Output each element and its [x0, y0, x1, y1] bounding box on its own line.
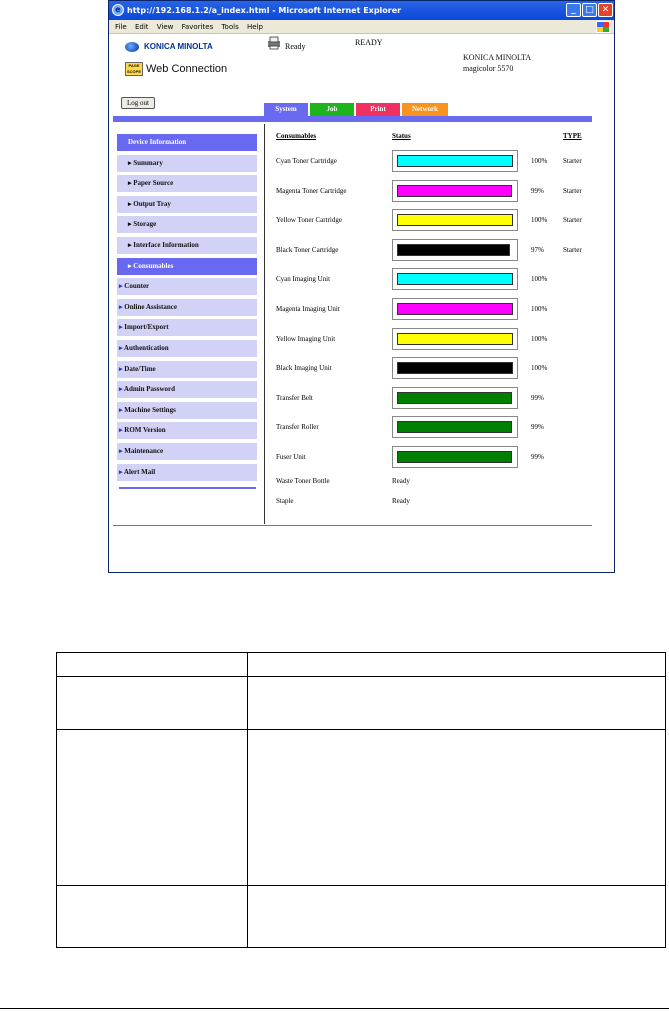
- sidebar-item-interface-information[interactable]: [117, 237, 257, 254]
- consumable-name: Black Toner Cartridge: [276, 245, 339, 254]
- col-type: TYPE: [563, 132, 582, 140]
- arrow-icon: ▸: [119, 385, 124, 394]
- sidebar-item-consumables[interactable]: [117, 258, 257, 275]
- level-percent: 99%: [531, 453, 544, 461]
- arrow-icon: ▸: [119, 446, 125, 455]
- level-bar: [397, 155, 513, 167]
- arrow-icon: ▸: [128, 261, 134, 270]
- arrow-icon: ▸: [128, 158, 134, 167]
- menu-view[interactable]: View: [156, 23, 174, 31]
- consumable-type: Starter: [563, 245, 582, 254]
- arrow-icon: ▸: [119, 426, 125, 435]
- pagescope-logo: [125, 62, 227, 76]
- consumable-type: Starter: [563, 216, 582, 225]
- minimize-button[interactable]: _: [566, 3, 581, 17]
- sidebar-item-label: Online Assistance: [124, 302, 177, 311]
- consumable-name: Cyan Toner Cartridge: [276, 157, 337, 165]
- consumable-row: [276, 148, 596, 174]
- consumable-row: [276, 207, 596, 233]
- level-bar: [397, 273, 513, 285]
- consumable-status: Ready: [392, 497, 410, 505]
- sidebar-section-device-information[interactable]: [117, 134, 257, 151]
- consumable-name: Transfer Roller: [276, 423, 319, 432]
- arrow-icon: ▸: [119, 405, 125, 414]
- table-rule: [57, 676, 665, 677]
- arrow-icon: ▸: [119, 343, 124, 352]
- level-percent: 99%: [531, 393, 544, 402]
- sidebar-item-authentication[interactable]: [117, 340, 257, 357]
- content-divider: [264, 124, 265, 524]
- arrow-icon: ▸: [128, 220, 134, 229]
- level-percent: 100%: [531, 157, 548, 165]
- pagescope-mark: PAGE SCOPE: [126, 63, 141, 74]
- level-gauge: [392, 357, 518, 379]
- sidebar-item-machine-settings[interactable]: [117, 402, 257, 419]
- consumable-type: Starter: [563, 186, 582, 195]
- level-gauge: [392, 239, 518, 261]
- globe-icon: [125, 42, 139, 52]
- tab-print[interactable]: Print: [356, 103, 400, 116]
- arrow-icon: ▸: [128, 240, 134, 249]
- level-gauge: [392, 209, 518, 231]
- status-icon-label: Ready: [285, 42, 306, 51]
- consumable-name: Waste Toner Bottle: [276, 477, 330, 485]
- web-connection-label: Web Connection: [146, 62, 228, 75]
- sidebar-item-storage[interactable]: [117, 216, 257, 233]
- menu-edit[interactable]: Edit: [134, 23, 149, 31]
- table-rule: [57, 885, 665, 886]
- level-percent: 100%: [531, 364, 548, 373]
- window-title: http://192.168.1.2/a_index.html - Microsoft Internet Explorer: [127, 6, 402, 15]
- menu-favorites[interactable]: Favorites: [181, 23, 214, 31]
- sidebar-item-summary[interactable]: [117, 155, 257, 172]
- consumable-name: Cyan Imaging Unit: [276, 275, 331, 284]
- sidebar-item-label: Import/Export: [124, 323, 169, 332]
- sidebar-item-label: Admin Password: [123, 385, 176, 394]
- consumable-row: [276, 385, 596, 411]
- col-status: Status: [392, 132, 411, 140]
- consumable-row: [276, 266, 596, 292]
- level-gauge: [392, 387, 518, 409]
- level-percent: 100%: [531, 216, 548, 225]
- sidebar-item-admin-password[interactable]: [117, 381, 257, 398]
- sidebar-item-counter[interactable]: [117, 278, 257, 295]
- level-bar: [397, 362, 513, 374]
- sidebar-item-maintenance[interactable]: [117, 443, 257, 460]
- sidebar-item-label: Machine Settings: [124, 405, 176, 414]
- sidebar-item-alert-mail[interactable]: [117, 464, 257, 481]
- sidebar-item-rom-version[interactable]: [117, 422, 257, 439]
- consumable-name: Black Imaging Unit: [276, 364, 332, 373]
- arrow-icon: ▸: [119, 282, 125, 291]
- sidebar-divider: [119, 487, 256, 489]
- internet-explorer-icon: e: [112, 4, 124, 16]
- consumable-row: [276, 444, 596, 470]
- sidebar-item-label: Counter: [124, 282, 150, 291]
- consumable-name: Staple: [276, 497, 294, 505]
- level-gauge: [392, 180, 518, 202]
- title-bar: [109, 1, 614, 20]
- sidebar-item-paper-source[interactable]: [117, 175, 257, 192]
- level-bar: [397, 333, 513, 345]
- close-button[interactable]: ✕: [598, 3, 613, 17]
- level-bar: [397, 185, 512, 197]
- level-percent: 99%: [531, 423, 544, 432]
- model-info: [463, 52, 531, 74]
- level-gauge: [392, 150, 518, 172]
- level-percent: 97%: [531, 245, 544, 254]
- consumable-name: Magenta Toner Cartridge: [276, 186, 347, 195]
- sidebar-item-label: Alert Mail: [123, 467, 156, 476]
- printer-icon: [267, 36, 281, 50]
- level-bar: [397, 214, 513, 226]
- consumable-name: Fuser Unit: [276, 453, 306, 461]
- level-bar: [397, 392, 512, 404]
- level-gauge: [392, 328, 518, 350]
- level-gauge: [392, 416, 518, 438]
- consumable-row: [276, 355, 596, 381]
- sidebar-item-import-export[interactable]: [117, 319, 257, 336]
- maximize-button[interactable]: □: [582, 3, 597, 17]
- arrow-icon: ▸: [119, 302, 125, 311]
- tab-system[interactable]: System: [264, 103, 308, 116]
- logout-button[interactable]: Log out: [121, 97, 155, 109]
- consumable-row: [276, 237, 596, 263]
- level-percent: 99%: [531, 186, 544, 195]
- sidebar-item-date-time[interactable]: [117, 361, 257, 378]
- page-content: [109, 34, 614, 572]
- sidebar-menu: [117, 134, 257, 484]
- level-percent: 100%: [531, 305, 548, 313]
- konica-minolta-logo: KONICA MINOLTA: [125, 42, 213, 52]
- table-rule: [57, 729, 665, 730]
- consumable-row: [276, 296, 596, 322]
- consumable-status: Ready: [392, 477, 410, 485]
- level-percent: 100%: [531, 275, 548, 284]
- arrow-icon: ▸: [128, 199, 134, 208]
- model-brand: KONICA MINOLTA: [463, 53, 532, 62]
- printer-status: READY: [355, 38, 383, 47]
- level-bar: [397, 303, 513, 315]
- consumable-name: Yellow Imaging Unit: [276, 334, 336, 343]
- level-bar: [397, 451, 512, 463]
- consumable-name: Magenta Imaging Unit: [276, 305, 340, 313]
- sidebar-item-output-tray[interactable]: [117, 196, 257, 213]
- level-percent: 100%: [531, 334, 548, 343]
- page-bottom-rule: [0, 1008, 669, 1009]
- menu-tools[interactable]: Tools: [221, 23, 239, 31]
- sidebar-item-label: Maintenance: [124, 446, 164, 455]
- sidebar-item-label: Paper Source: [133, 179, 174, 188]
- tab-network[interactable]: Network: [402, 103, 448, 116]
- model-name: magicolor 5570: [463, 64, 514, 73]
- consumable-name: Yellow Toner Cartridge: [276, 216, 342, 225]
- sidebar-item-label: Date/Time: [124, 364, 156, 373]
- arrow-icon: ▸: [119, 364, 125, 373]
- sidebar-item-label: Output Tray: [133, 199, 171, 208]
- menu-help[interactable]: Help: [246, 23, 263, 31]
- level-bar: [397, 244, 510, 256]
- sidebar-item-label: ROM Version: [124, 426, 166, 435]
- level-gauge: [392, 268, 518, 290]
- consumable-name: Transfer Belt: [276, 393, 313, 402]
- consumable-row: [276, 414, 596, 440]
- col-consumables: Consumables: [276, 132, 317, 140]
- sidebar-item-label: Interface Information: [133, 240, 199, 249]
- sidebar-item-label: Summary: [133, 158, 163, 167]
- consumable-row: [276, 326, 596, 352]
- windows-logo-icon: [596, 21, 610, 33]
- sidebar-item-label: Device Information: [128, 138, 187, 146]
- sidebar-item-label: Consumables: [133, 261, 174, 270]
- sidebar-item-label: Storage: [133, 220, 157, 229]
- table-column-rule: [247, 653, 248, 947]
- arrow-icon: ▸: [119, 467, 124, 476]
- footer-line: [113, 525, 592, 526]
- empty-table: [56, 652, 666, 948]
- level-gauge: [392, 446, 518, 468]
- consumable-type: Starter: [563, 157, 582, 165]
- menu-bar: [109, 20, 614, 34]
- menu-file[interactable]: File: [115, 23, 127, 31]
- consumable-row: [276, 497, 410, 505]
- browser-window: [108, 0, 615, 573]
- consumable-row: [276, 477, 410, 485]
- arrow-icon: ▸: [119, 323, 125, 332]
- sidebar-item-online-assistance[interactable]: [117, 299, 257, 316]
- arrow-icon: ▸: [128, 179, 134, 188]
- consumable-row: [276, 178, 596, 204]
- sidebar-item-label: Authentication: [123, 343, 169, 352]
- tab-job[interactable]: Job: [310, 103, 354, 116]
- level-gauge: [392, 298, 518, 320]
- level-bar: [397, 421, 512, 433]
- tab-underline: [113, 116, 592, 122]
